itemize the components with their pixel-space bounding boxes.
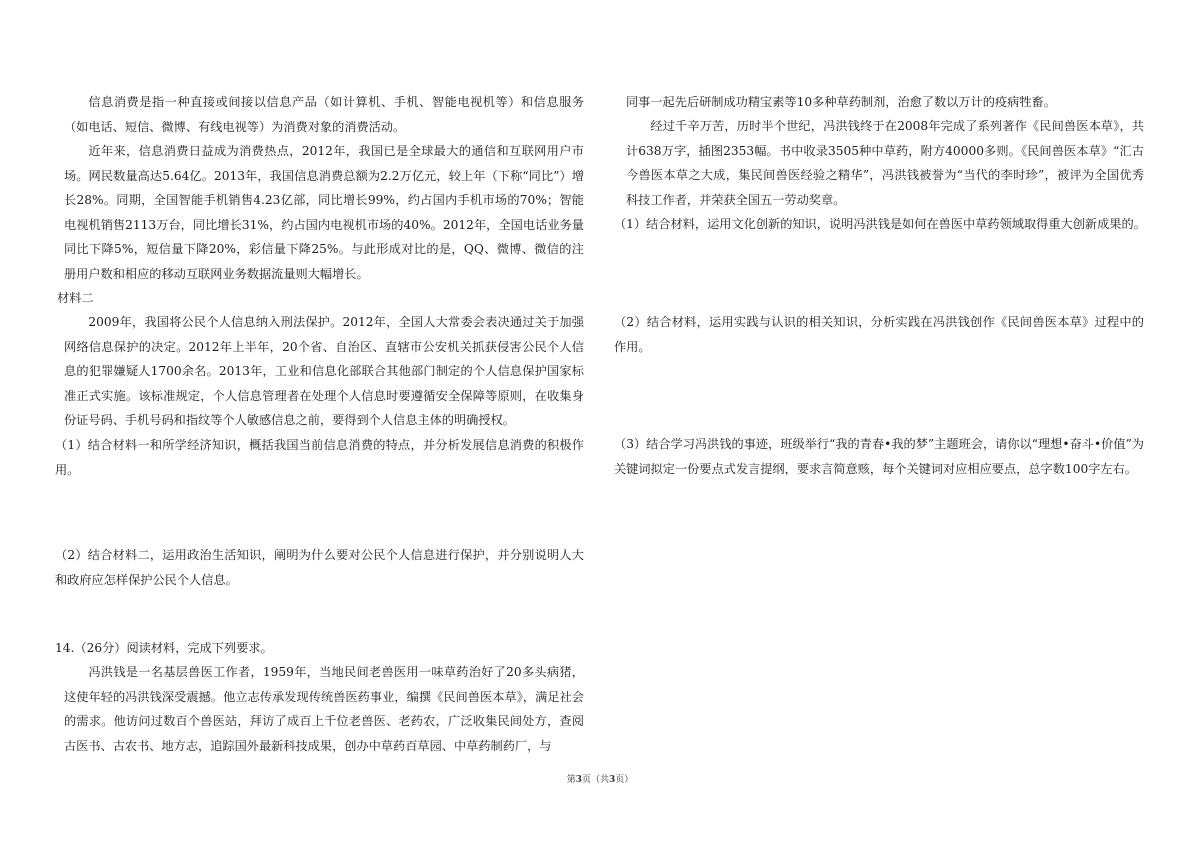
material2-paragraph: 2009年，我国将公民个人信息纳入刑法保护。2012年，全国人大常委会表决通过关于加强网络信息保护的决定。2012年上半年，20个省、自治区、直辖市公安机关抓获侵害公民个人信息的犯罪嫌疑人1700余名。2013年，工业和信息化部联合其他部门制定的个人信息保护国家标准正式实施。该标准规定，个人信息管理者在处理个人信息时要遵循安全保障等原则，在收集身份证号码、手机号码和指纹等个人敏感信息之前，要得到个人信息主体的明确授权。 bbox=[64, 315, 584, 427]
question-14-1: （1）结合材料，运用文化创新的知识，说明冯洪钱是如何在兽医中草药领域取得重大创新成果的。 bbox=[614, 217, 1146, 231]
intro-paragraph: 信息消费是指一种直接或间接以信息产品（如计算机、手机、智能电视机等）和信息服务（如电话、短信、微博、有线电视等）为消费对象的消费活动。 bbox=[64, 95, 584, 134]
statistics-paragraph: 近年来，信息消费日益成为消费热点，2012年，我国已是全球最大的通信和互联网用户市场。网民数量高达5.64亿。2013年，我国信息消费总额为2.2万亿元，较上年（下称“同比”）增长28%。同期，全国智能手机销售4.23亿部，同比增长99%，约占国内手机市场的70%；智能电视机销售2113万台，同比增长31%，约占国内电视机市场的40%。2012年，全国电话业务量同比下降5%，短信量下降20%，彩信量下降25%。与此形成对比的是，QQ、微博、微信的注册用户数和相应的移动互联网业务数据流量则大幅增长。 bbox=[64, 144, 584, 281]
page-footer bbox=[0, 772, 1200, 785]
question-1: （1）结合材料一和所学经济知识，概括我国当前信息消费的特点，并分析发展信息消费的积极作用。 bbox=[55, 438, 584, 477]
footer-prefix: 第 bbox=[566, 775, 576, 785]
footer-page-number: 3 bbox=[575, 775, 582, 785]
material2-heading: 材料二 bbox=[57, 291, 94, 305]
question-14-2: （2）结合材料，运用实践与认识的相关知识，分析实践在冯洪钱创作《民间兽医本草》过程中的作用。 bbox=[614, 315, 1144, 354]
achievement-paragraph: 经过千辛万苦，历时半个世纪，冯洪钱终于在2008年完成了系列著作《民间兽医本草》，共计638万字，插图2353幅。书中收录3505种中草药，附方40000多则。《民间兽医本草》“汇古今兽医本草之大成，集民间兽医经验之精华”，冯洪钱被誉为“当代的李时珍”，被评为全国优秀科技工作者，并荣获全国五一劳动奖章。 bbox=[626, 119, 1144, 207]
question-14-heading: 14.（26分）阅读材料，完成下列要求。 bbox=[55, 641, 273, 655]
footer-mid: 页（共 bbox=[581, 775, 609, 785]
feng-hongqian-paragraph: 冯洪钱是一名基层兽医工作者，1959年，当地民间老兽医用一味草药治好了20多头病猪，这使年轻的冯洪钱深受震撼。他立志传承发现传统兽医药事业，编撰《民间兽医本草》，满足社会的需求。他访问过数百个兽医站，拜访了成百上千位老兽医、老药农，广泛收集民间处方，查阅古医书、古农书、地方志，追踪国外最新科技成果，创办中草药百草园、中草药制药厂，与 bbox=[64, 665, 584, 753]
question-2: （2）结合材料二，运用政治生活知识，阐明为什么要对公民个人信息进行保护，并分别说明人大和政府应怎样保护公民个人信息。 bbox=[55, 548, 584, 587]
footer-suffix: 页） bbox=[615, 775, 634, 785]
continuation-paragraph: 同事一起先后研制成功精宝素等10多种草药制剂，治愈了数以万计的疫病牲畜。 bbox=[626, 95, 1056, 109]
footer-total-pages: 3 bbox=[609, 775, 616, 785]
question-14-3: （3）结合学习冯洪钱的事迹，班级举行“我的青春•我的梦”主题班会，请你以“理想•奋斗•价值”为关键词拟定一份要点式发言提纲，要求言简意赅，每个关键词对应相应要点，总字数100字左右。 bbox=[614, 437, 1144, 476]
